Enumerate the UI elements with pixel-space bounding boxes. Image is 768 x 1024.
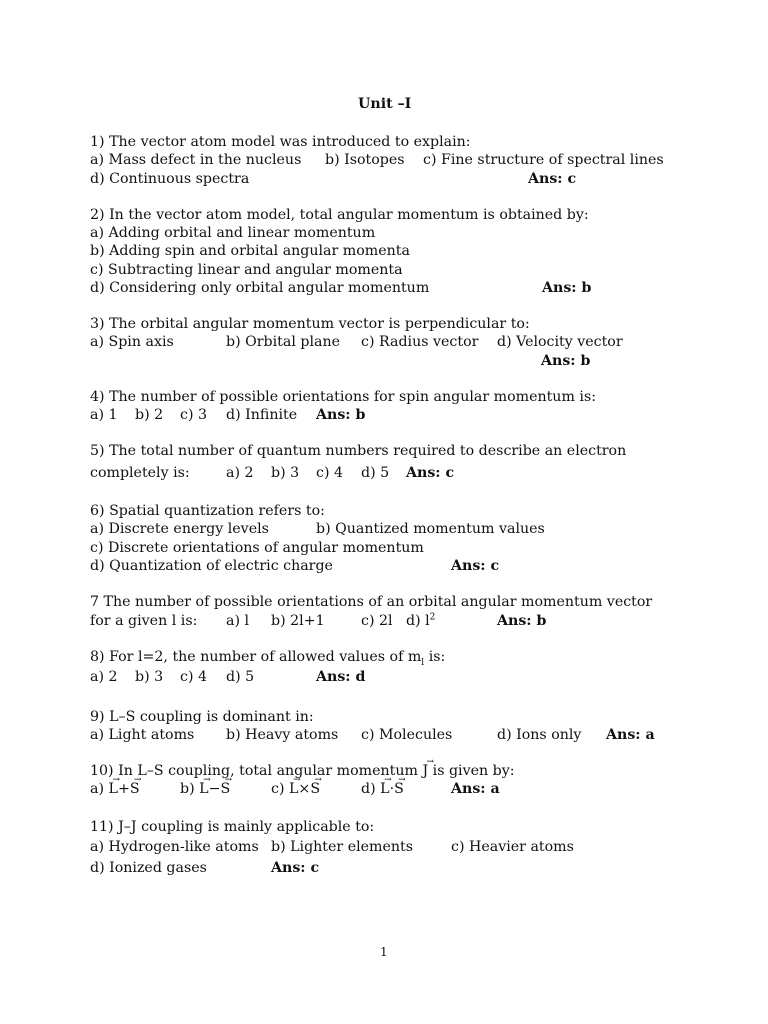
question-6-text: 6) Spatial quantization refers to: <box>90 503 325 519</box>
page-number: 1 <box>380 945 388 959</box>
question-1-text: 1) The vector atom model was introduced to explain: <box>90 134 471 150</box>
q10-option-c: c) L →×S → <box>271 780 320 798</box>
q1-option-b: b) Isotopes <box>325 152 405 168</box>
q4-option-a: a) 1 <box>90 407 118 423</box>
q8-option-d: d) 5 <box>226 669 255 685</box>
q2-option-a: a) Adding orbital and linear momentum <box>90 225 376 241</box>
q5-option-c: c) 4 <box>316 465 344 481</box>
q5-option-a: a) 2 <box>226 465 254 481</box>
q2-option-d: d) Considering only orbital angular momentum <box>90 280 430 296</box>
q4-option-b: b) 2 <box>135 407 164 423</box>
q10-option-d: d) L →·S → <box>361 780 404 798</box>
q7-option-b: b) 2l+1 <box>271 613 325 629</box>
q3-answer: Ans: b <box>541 353 591 369</box>
q8-subscript: l <box>421 657 425 668</box>
q1-answer: Ans: c <box>528 171 577 187</box>
q8-option-a: a) 2 <box>90 669 118 685</box>
question-9-text: 9) L–S coupling is dominant in: <box>90 709 314 725</box>
question-5-text: 5) The total number of quantum numbers required to describe an electron <box>90 443 627 459</box>
question-8-text: 8) For l=2, the number of allowed values of $m_l$ is: <box>90 649 446 668</box>
q5-answer: Ans: c <box>406 465 455 481</box>
q5-option-d: d) 5 <box>361 465 390 481</box>
q7-option-d: d) $l^2$ <box>406 612 436 629</box>
q3-option-b: b) Orbital plane <box>226 334 340 350</box>
q4-option-c: c) 3 <box>180 407 208 423</box>
q9-option-c: c) Molecules <box>361 727 453 743</box>
question-3-text: 3) The orbital angular momentum vector is perpendicular to: <box>90 316 530 332</box>
question-4-text: 4) The number of possible orientations for spin angular momentum is: <box>90 389 597 405</box>
q5-option-b: b) 3 <box>271 465 300 481</box>
q7-option-c: c) 2l <box>361 613 393 629</box>
question-2-text: 2) In the vector atom model, total angular momentum is obtained by: <box>90 207 589 223</box>
q3-option-d: d) Velocity vector <box>497 334 623 350</box>
q11-option-c: c) Heavier atoms <box>451 839 574 855</box>
q2-option-b: b) Adding spin and orbital angular momenta <box>90 243 410 259</box>
vector-j: J → <box>422 762 428 780</box>
question-7-text-cont: for a given l is: <box>90 613 198 629</box>
q1-option-d: d) Continuous spectra <box>90 171 250 187</box>
q6-option-d: d) Quantization of electric charge <box>90 558 333 574</box>
q6-option-a: a) Discrete energy levels <box>90 521 269 537</box>
q6-option-b: b) Quantized momentum values <box>316 521 545 537</box>
q8-answer: Ans: d <box>316 669 366 685</box>
q9-option-d: d) Ions only <box>497 727 582 743</box>
q7-option-a: a) l <box>226 613 250 629</box>
question-7-text: 7 The number of possible orientations of an orbital angular momentum vector <box>90 594 653 610</box>
q2-answer: Ans: b <box>542 280 592 296</box>
q9-option-a: a) Light atoms <box>90 727 195 743</box>
q4-option-d: d) Infinite <box>226 407 298 423</box>
q9-answer: Ans: a <box>606 727 655 743</box>
q10-option-a: a) L →+S → <box>90 780 140 798</box>
q2-option-c: c) Subtracting linear and angular momenta <box>90 262 403 278</box>
q9-option-b: b) Heavy atoms <box>226 727 339 743</box>
question-11-text: 11) J–J coupling is mainly applicable to: <box>90 819 375 835</box>
q7-option-d-exponent: 2 <box>429 612 436 623</box>
question-5-text-cont: completely is: <box>90 465 190 481</box>
q11-answer: Ans: c <box>271 860 320 876</box>
page-title: Unit –I <box>358 96 412 112</box>
q8-option-b: b) 3 <box>135 669 164 685</box>
q8-option-c: c) 4 <box>180 669 208 685</box>
q1-option-c: c) Fine structure of spectral lines <box>423 152 664 168</box>
q7-answer: Ans: b <box>497 613 547 629</box>
q11-option-b: b) Lighter elements <box>271 839 413 855</box>
q10-answer: Ans: a <box>451 781 500 797</box>
q3-option-c: c) Radius vector <box>361 334 479 350</box>
q11-option-d: d) Ionized gases <box>90 860 207 876</box>
question-10-text: 10) In L–S coupling, total angular momentum J → is given by: <box>90 762 515 780</box>
q1-option-a: a) Mass defect in the nucleus <box>90 152 302 168</box>
q6-option-c: c) Discrete orientations of angular momentum <box>90 540 424 556</box>
q6-answer: Ans: c <box>451 558 500 574</box>
q11-option-a: a) Hydrogen-like atoms <box>90 839 259 855</box>
q3-option-a: a) Spin axis <box>90 334 174 350</box>
q4-answer: Ans: b <box>316 407 366 423</box>
q10-option-b: b) L →−S → <box>180 780 230 798</box>
